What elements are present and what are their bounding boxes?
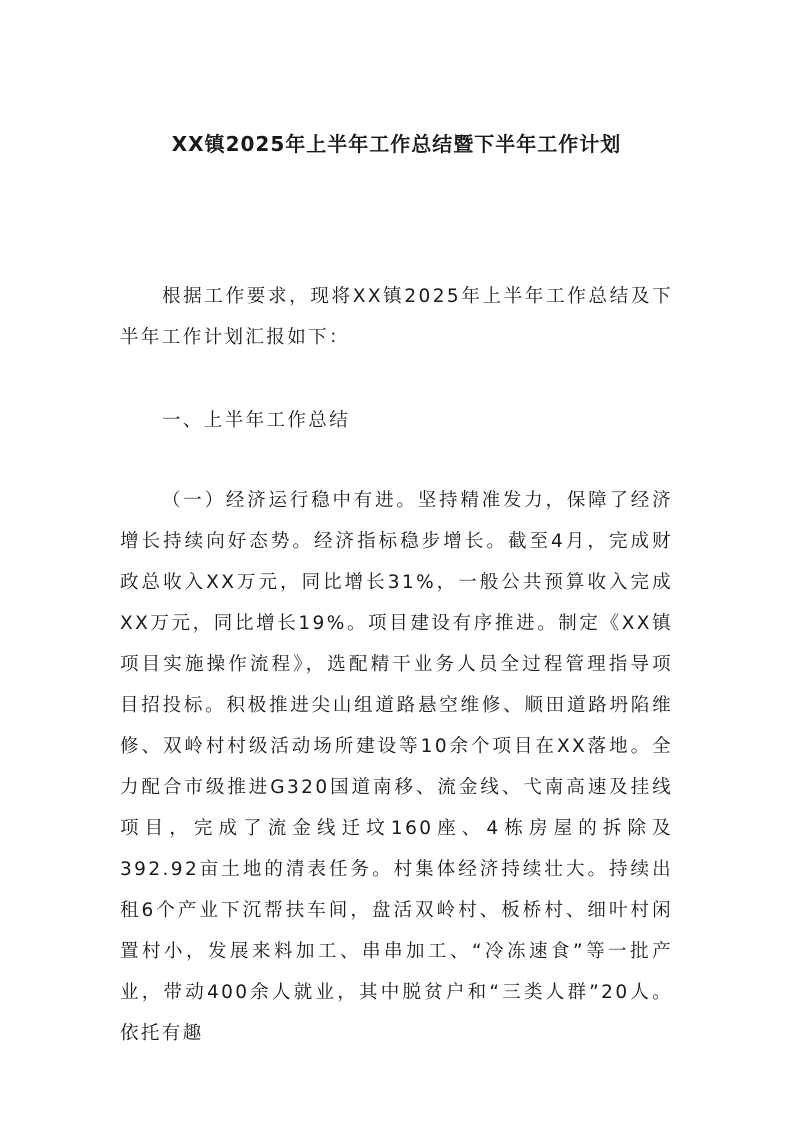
document-title: XX镇2025年上半年工作总结暨下半年工作计划: [171, 132, 622, 156]
intro-paragraph: 根据工作要求，现将XX镇2025年上半年工作总结及下半年工作计划汇报如下：: [120, 286, 673, 348]
body-paragraph: （一）经济运行稳中有进。坚持精准发力，保障了经济增长持续向好态势。经济指标稳步增长。截至4月，完成财政总收入XX万元，同比增长31%，一般公共预算收入完成XX万元，同比增长19%。项目建设有序推进。制定《XX镇项目实施操作流程》，选配精干业务人员全过程管理指导项目招投标。积极推进尖山组道路悬空维修、顺田道路坍陷维修、双岭村村级活动场所建设等10余个项目在XX落地。全力配合市级推进G320国道南移、流金线、弋南高速及挂线项目，完成了流金线迁坟160座、4栋房屋的拆除及392.92亩土地的清表任务。村集体经济持续壮大。持续出租6个产业下沉帮扶车间，盘活双岭村、板桥村、细叶村闲置村小，发展来料加工、串串加工、“冷冻速食”等一批产业，带动400余人就业，其中脱贫户和“三类人群”20人。依托有趣: [120, 490, 673, 1044]
section-heading: 一、上半年工作总结: [162, 410, 351, 431]
